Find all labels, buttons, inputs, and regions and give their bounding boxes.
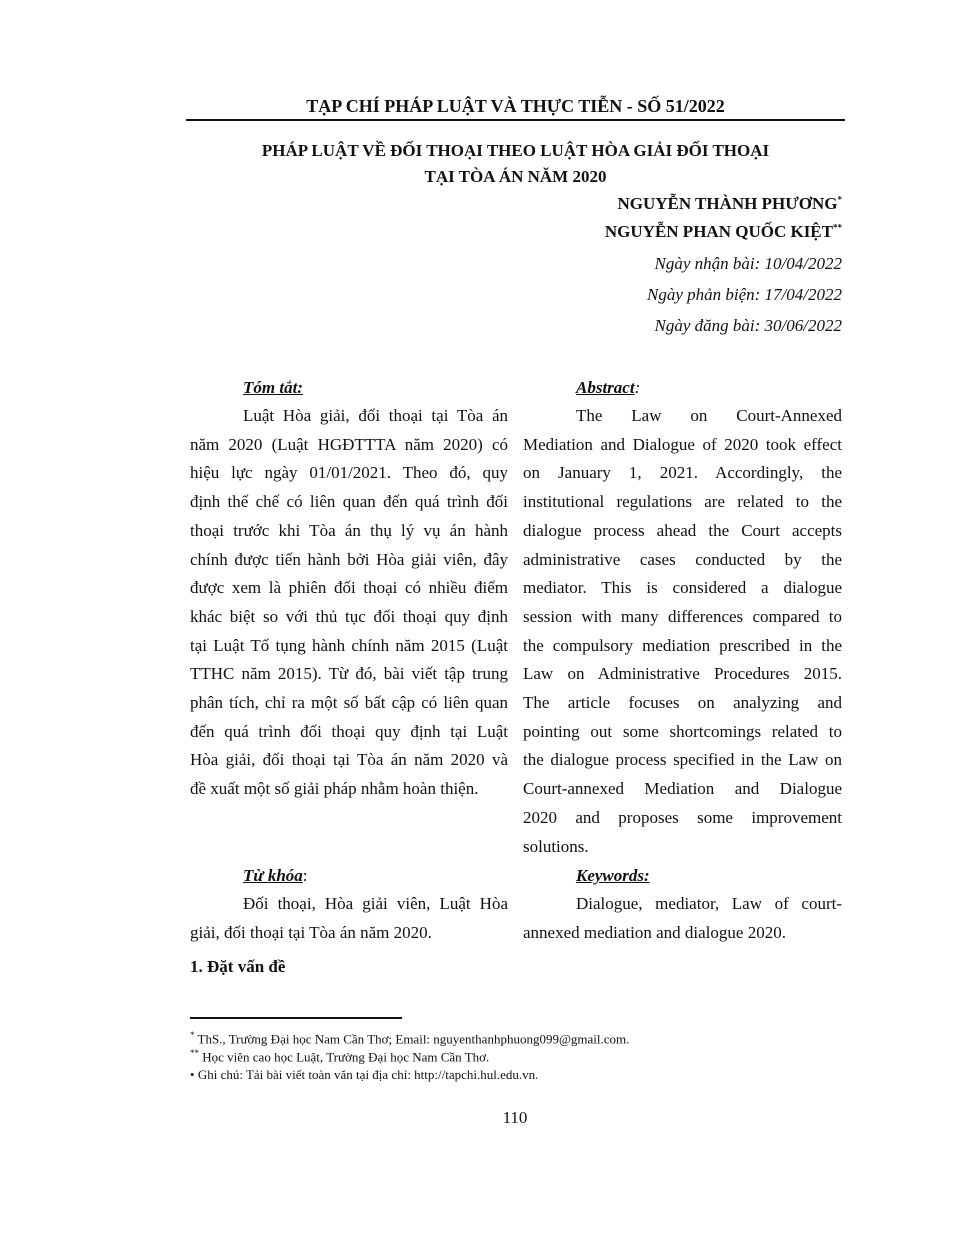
footnote-text: Học viên cao học Luật, Trường Đại học Nam Cần Thơ. xyxy=(202,1049,490,1065)
footnote-text: ThS., Trường Đại học Nam Cần Thơ; Email: nguyenthanhphuong099@gmail.com. xyxy=(197,1031,630,1047)
text-line: đề xuất một số giải pháp nhằm hoàn thiện. xyxy=(190,779,479,799)
bullet-icon: • xyxy=(190,1067,195,1082)
author-name: NGUYỄN THÀNH PHƯƠNG xyxy=(617,194,838,213)
footnote-divider xyxy=(190,1017,402,1019)
text-line: The Law on Court-Annexed xyxy=(576,406,842,425)
colon: : xyxy=(634,378,641,397)
keywords-vi-label: Từ khóa xyxy=(243,866,303,885)
text-line: giải, đối thoại tại Tòa án năm 2020. xyxy=(190,922,432,942)
date-published: Ngày đăng bài: 30/06/2022 xyxy=(654,316,842,335)
article-title-line1: PHÁP LUẬT VỀ ĐỐI THOẠI THEO LUẬT HÒA GIẢI ĐỐI THOẠI xyxy=(261,141,770,160)
text-line: Đối thoại, Hòa giải viên, Luật Hòa xyxy=(243,894,508,913)
text-line: định thể chế có liên quan đến quá trình đối xyxy=(190,492,508,512)
keywords-en-heading: Keywords: xyxy=(576,866,650,885)
colon: : xyxy=(302,866,308,885)
text-line: phân tích, chỉ ra một số bất cập có liên quan xyxy=(190,693,508,713)
text-line: Hòa giải, đối thoại tại Tòa án năm 2020 và xyxy=(190,750,508,770)
text-line: thoại trước khi Tòa án thụ lý vụ án hành xyxy=(190,520,508,540)
date-received: Ngày nhận bài: 10/04/2022 xyxy=(654,254,842,273)
footnote-mark: * xyxy=(190,1030,195,1040)
section-heading: 1. Đặt vấn đề xyxy=(190,957,286,976)
text-line: annexed mediation and dialogue 2020. xyxy=(523,922,786,942)
text-line: The article focuses on analyzing and xyxy=(523,693,842,713)
author-2 xyxy=(605,222,842,242)
footnote-mark: ** xyxy=(190,1048,199,1058)
text-line: hiệu lực ngày 01/01/2021. Theo đó, quy xyxy=(190,463,508,483)
article-title-line2: TẠI TÒA ÁN NĂM 2020 xyxy=(424,167,607,186)
text-line: dialogue process ahead the Court accepts xyxy=(523,520,842,540)
text-line: Law on Administrative Procedures 2015. xyxy=(523,664,842,684)
footnote-1 xyxy=(190,1030,629,1047)
text-line: the compulsory mediation prescribed in the xyxy=(523,635,842,655)
text-line: solutions. xyxy=(523,836,589,856)
footnote-mark: ** xyxy=(833,222,842,233)
abstract-heading xyxy=(576,378,640,398)
text-line: năm 2020 (Luật HGĐTTTA năm 2020) có xyxy=(190,434,508,454)
footnote-3 xyxy=(190,1067,538,1083)
text-line: pointing out some shortcomings related to xyxy=(523,721,842,741)
text-line: Mediation and Dialogue of 2020 took effect xyxy=(523,434,842,454)
text-line: Dialogue, mediator, Law of court- xyxy=(576,894,842,913)
header-divider xyxy=(186,119,845,121)
text-line: on January 1, 2021. Accordingly, the xyxy=(523,463,842,483)
journal-header: TẠP CHÍ PHÁP LUẬT VÀ THỰC TIỄN - SỐ 51/2022 xyxy=(306,96,725,116)
footnote-text: Ghi chú: Tải bài viết toàn văn tại địa chỉ: http://tapchi.hul.edu.vn. xyxy=(197,1067,539,1082)
summary-vi-text xyxy=(190,402,508,804)
text-line: được xem là phiên đối thoại có nhiều điểm xyxy=(190,578,508,598)
text-line: khác biệt so với thủ tục đối thoại quy định xyxy=(190,606,508,626)
abstract-label: Abstract xyxy=(576,378,635,397)
text-line: tại Luật Tố tụng hành chính năm 2015 (Luật xyxy=(190,635,508,655)
text-line: Luật Hòa giải, đối thoại tại Tòa án xyxy=(243,406,508,425)
date-reviewed: Ngày phản biện: 17/04/2022 xyxy=(646,285,842,304)
text-line: the dialogue process specified in the Law on xyxy=(523,750,842,770)
abstract-en-text xyxy=(523,402,842,861)
keywords-vi-heading xyxy=(243,866,308,886)
text-line: mediator. This is considered a dialogue xyxy=(523,578,842,598)
text-line: Court-annexed Mediation and Dialogue xyxy=(523,779,842,799)
text-line: TTHC năm 2015). Từ đó, bài viết tập trung xyxy=(190,664,508,684)
text-line: administrative cases conducted by the xyxy=(523,549,842,569)
text-line: 2020 and proposes some improvement xyxy=(523,807,842,827)
text-line: chính được tiến hành bởi Hòa giải viên, đây xyxy=(190,549,508,569)
page-number: 110 xyxy=(502,1108,528,1127)
keywords-en-text xyxy=(523,890,842,947)
footnote-2 xyxy=(190,1048,489,1065)
keywords-vi-text xyxy=(190,890,508,947)
text-line: institutional regulations are related to the xyxy=(523,492,842,512)
summary-heading: Tóm tắt: xyxy=(243,378,303,397)
author-1 xyxy=(617,194,842,214)
text-line: session with many differences compared to xyxy=(523,606,842,626)
footnote-mark: * xyxy=(837,194,842,205)
author-name: NGUYỄN PHAN QUỐC KIỆT xyxy=(604,222,833,241)
text-line: đến quá trình đối thoại quy định tại Luật xyxy=(190,721,508,741)
